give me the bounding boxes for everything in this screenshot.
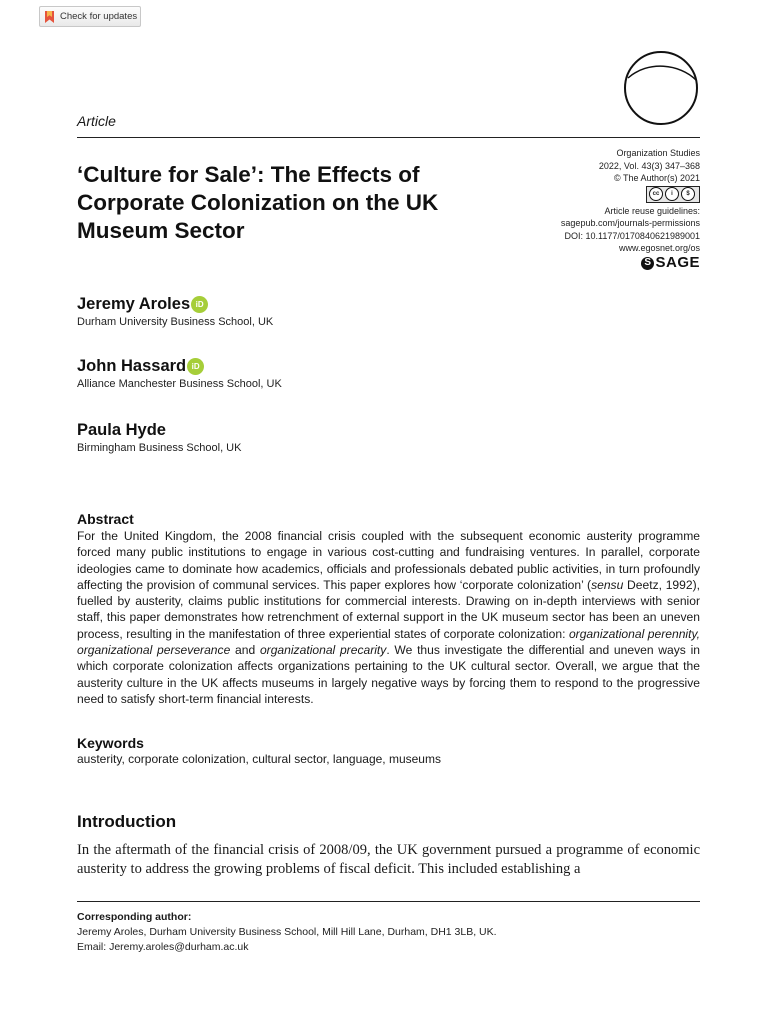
reuse-label: Article reuse guidelines: — [604, 205, 700, 216]
abstract-text: For the United Kingdom, the 2008 financial crisis coupled with the subsequent economic austerity programme forced many public institutions to engage in various cost-cutting and fundraising ventures. In parallel, corporate ideologies came to dominate how academics, officials and professionals debated public activities, in turn profoundly affecting the provision of communal services. This paper explores how ‘corporate colonization’ (sensu Deetz, 1992), fuelled by austerity, claims public institutions for commercial interests. Drawing on in-depth interviews with senior staff, this paper demonstrates how retrenchment of external support in the UK museum sector has been an uneven process, resulting in the manifestation of three experiential states of corporate colonization: organizational perennity, organizational perseverance and organizational precarity. We thus investigate the differential and uneven ways in which corporate colonization affects organizations pertaining to the UK cultural sector. Overall, we argue that the austerity culture in the UK affects museums in largely negative ways by forcing them to respond to the progressive need to satisfy short-term financial interests. — [77, 529, 700, 706]
check-for-updates-label: Check for updates — [60, 11, 138, 22]
article-type-label: Article — [77, 113, 116, 129]
doi-link[interactable]: DOI: 10.1177/0170840621989001 — [564, 230, 700, 241]
author-name: Paula Hyde — [77, 421, 166, 439]
author-affiliation: Birmingham Business School, UK — [77, 442, 242, 454]
paper-title: ‘Culture for Sale’: The Effects of Corporate Colonization on the UK Museum Sector — [77, 162, 439, 243]
author-affiliation: Durham University Business School, UK — [77, 316, 274, 328]
orcid-icon[interactable]: iD — [191, 296, 208, 313]
author-block-2 — [77, 357, 282, 390]
author-block-3 — [77, 421, 241, 454]
copyright-line: © The Author(s) 2021 — [613, 173, 700, 183]
journal-metadata — [500, 147, 700, 270]
sage-logo — [641, 253, 700, 271]
corresponding-author-email[interactable]: Email: Jeremy.aroles@durham.ac.uk — [77, 941, 249, 953]
keywords-heading: Keywords — [77, 735, 144, 751]
check-for-updates-button[interactable] — [39, 6, 141, 27]
orcid-icon[interactable]: iD — [187, 358, 204, 375]
creative-commons-icon[interactable]: cc i $ — [646, 186, 700, 203]
author-affiliation: Alliance Manchester Business School, UK — [77, 378, 282, 390]
author-name: John Hassard — [77, 357, 187, 375]
author-name: Jeremy Aroles — [77, 295, 191, 313]
introduction-heading: Introduction — [77, 812, 177, 831]
sage-circle-icon: S — [641, 257, 654, 270]
corresponding-author-heading: Corresponding author: — [77, 911, 192, 923]
journal-logo-icon — [618, 50, 704, 126]
reuse-link[interactable]: sagepub.com/journals-permissions — [560, 218, 700, 228]
header-divider — [77, 137, 700, 138]
journal-volume: 2022, Vol. 43(3) 347–368 — [598, 160, 700, 171]
sage-wordmark: SAGE — [655, 253, 700, 271]
bookmark-icon — [45, 11, 54, 23]
corresponding-author-address: Jeremy Aroles, Durham University Business School, Mill Hill Lane, Durham, DH1 3LB, UK. — [77, 926, 497, 938]
journal-name: Organization Studies — [616, 148, 700, 158]
introduction-text: In the aftermath of the financial crisis of 2008/09, the UK government pursued a programme of economic austerity to address the growing problems of fiscal deficit. This included establishing a — [77, 842, 700, 877]
journal-site-link[interactable]: www.egosnet.org/os — [618, 243, 700, 253]
author-block-1 — [77, 295, 273, 328]
keywords-text: austerity, corporate colonization, cultural sector, language, museums — [77, 752, 441, 766]
abstract-heading: Abstract — [77, 511, 134, 527]
footnote-divider — [77, 901, 700, 902]
